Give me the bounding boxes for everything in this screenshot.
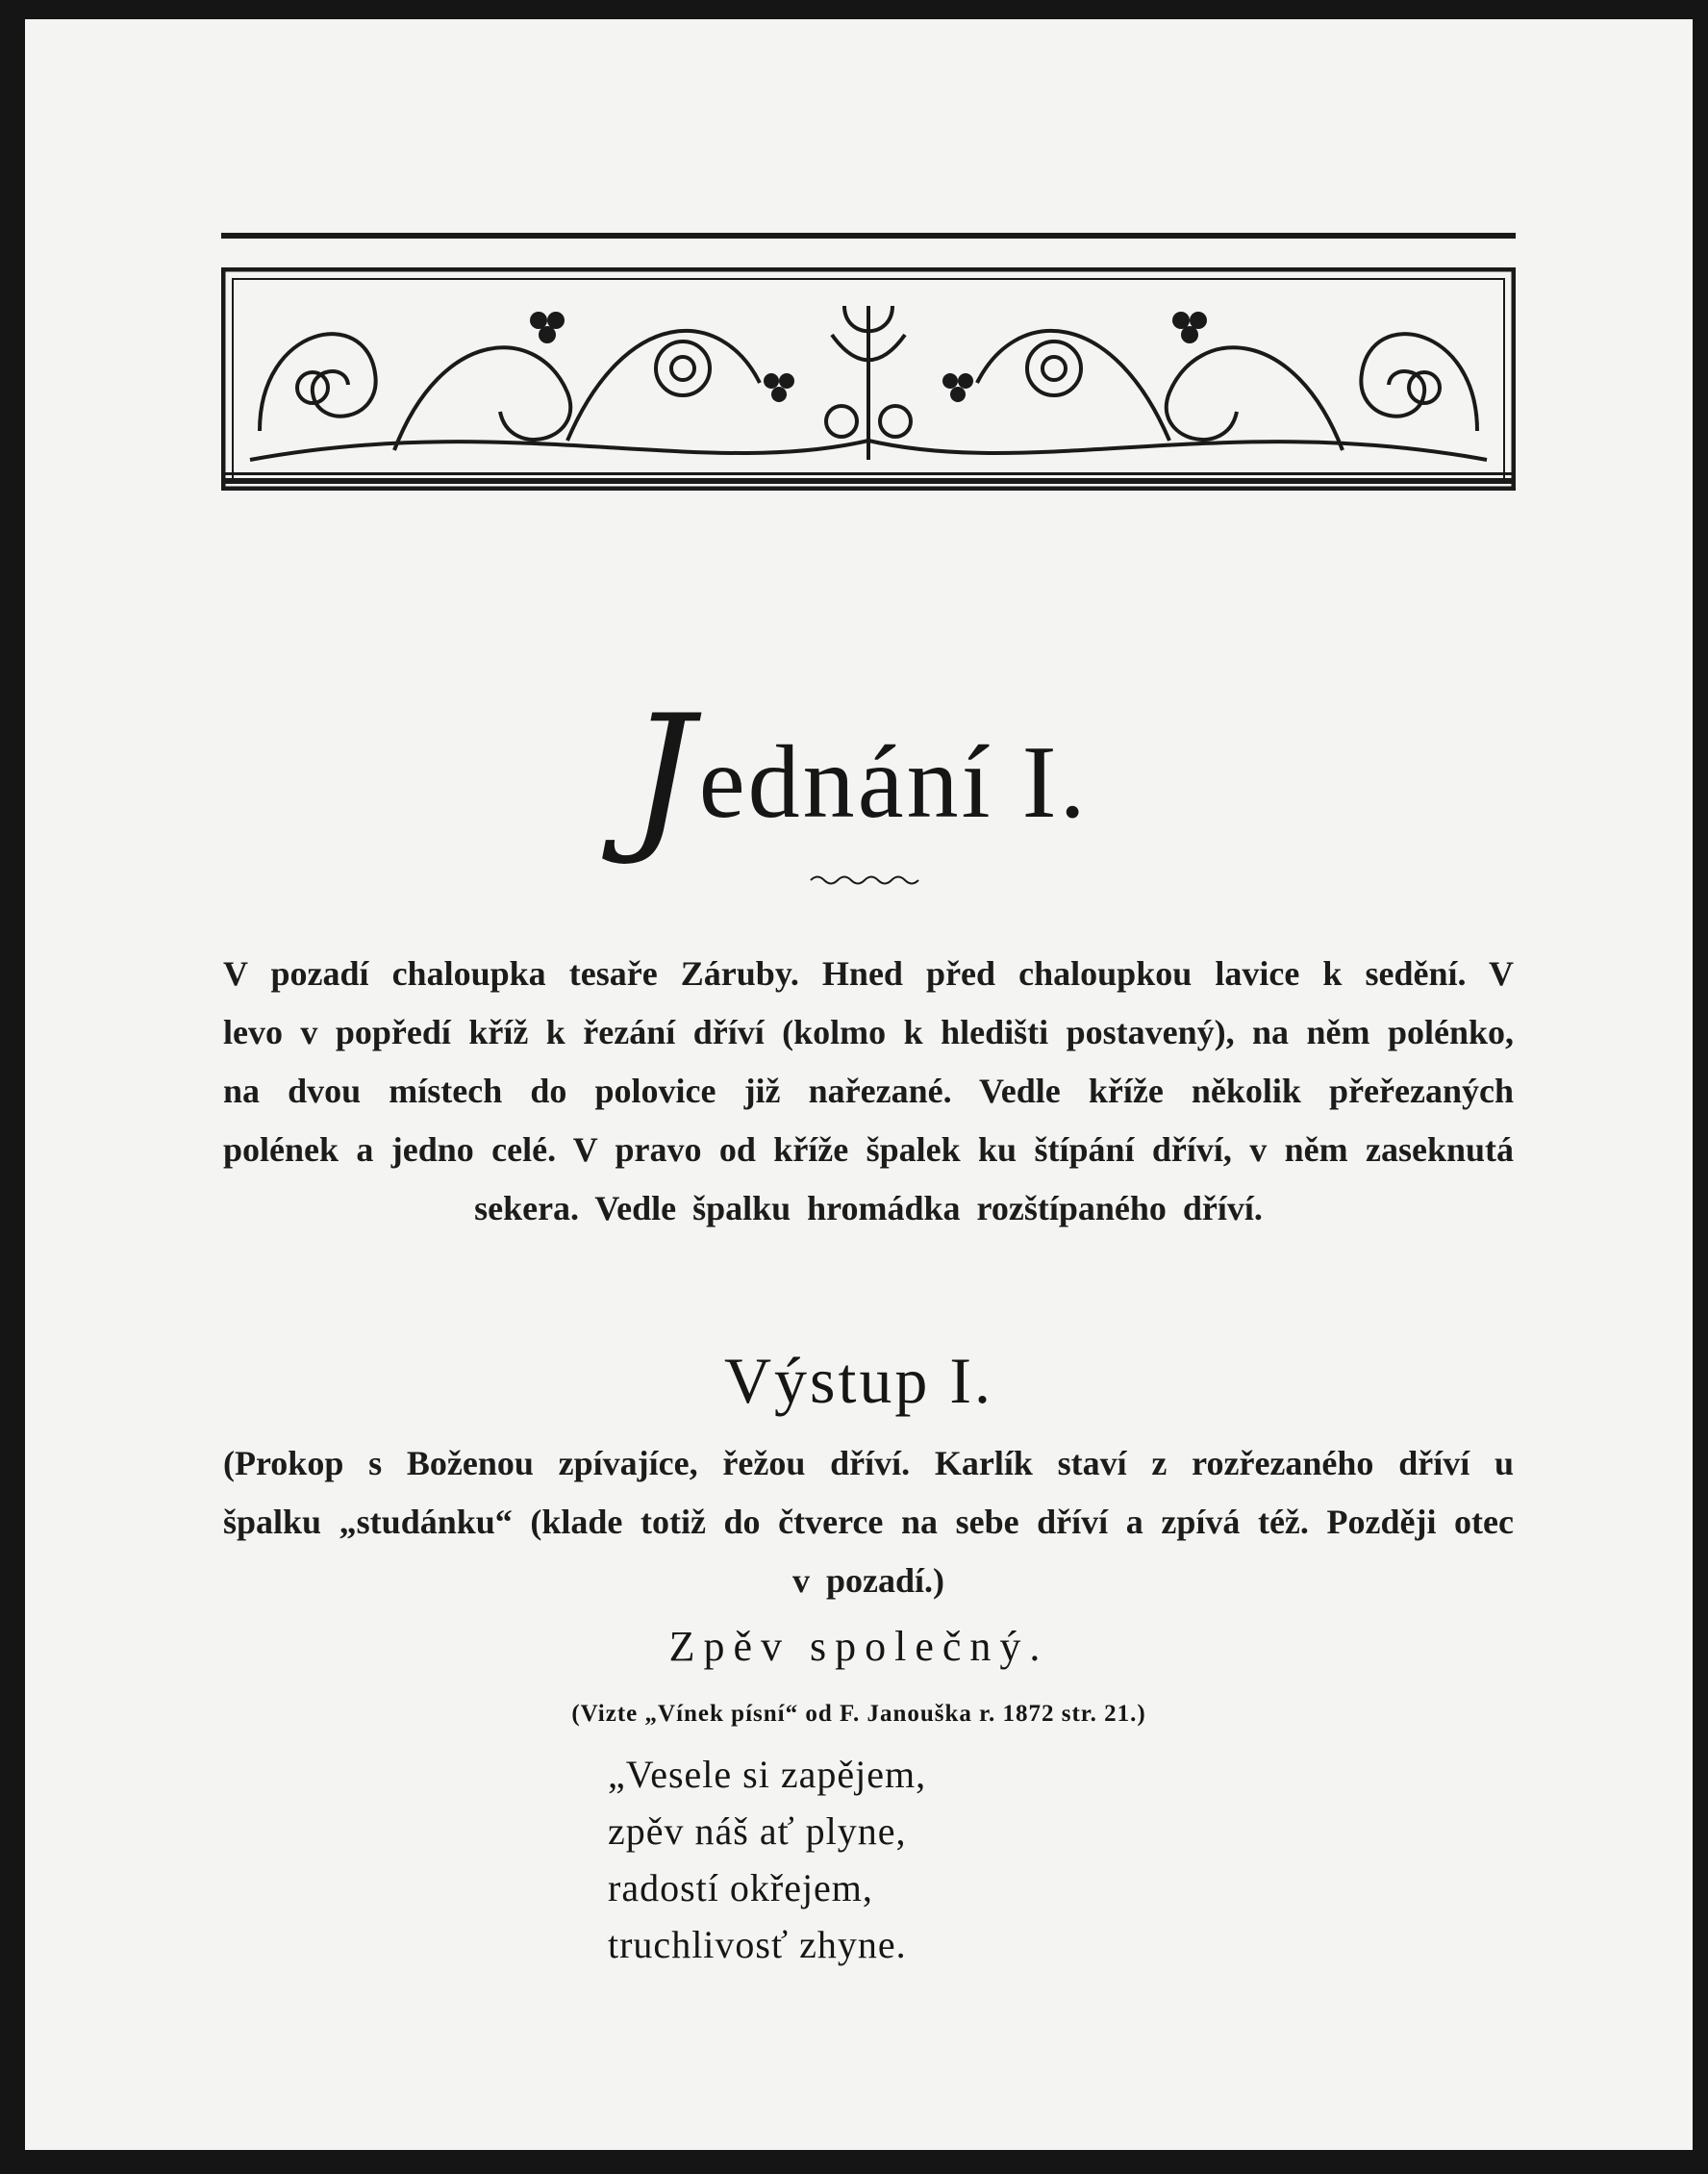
song-reference: (Vizte „Vínek písní“ od F. Janouška r. 1872 str. 21.) — [571, 1701, 1146, 1727]
verse-line: „Vesele si zapějem, — [608, 1753, 927, 1796]
act-title-text: ednání I. — [698, 725, 1089, 840]
act-title-initial: J — [629, 680, 697, 869]
stage-direction-setting: V pozadí chaloupka tesaře Záruby. Hned před chaloupkou lavice k sedění. V levo v popředí kříž k řezání dříví (kolmo k hledišti postavený), na něm polénko, na dvou místech do polovice již nařezané. Vedle kříže několik přeřezaných polének a jedno celé. V pravo od kříže špalek ku štípání dříví, v něm zaseknutá sekera. Vedle špalku hromádka rozštípaného dříví. — [223, 954, 1514, 1227]
stage-direction-scene: (Prokop s Boženou zpívajíce, řežou dříví. Karlík staví z rozřezaného dříví u špalku „studánku“ (klade totiž do čtverce na sebe dříví a zpívá též. Později otec v pozadí.) — [223, 1444, 1514, 1600]
verse-line: radostí okřejem, — [608, 1866, 873, 1909]
verse-line: zpěv náš ať plyne, — [608, 1809, 907, 1853]
scene-title: Výstup I. — [723, 1344, 994, 1417]
song-verse — [608, 1746, 926, 1973]
book-page — [25, 19, 1693, 2150]
header-rule-inner — [221, 472, 1516, 475]
header-rule-top — [221, 233, 1516, 239]
act-title — [25, 680, 1693, 869]
title-squiggle-icon — [809, 873, 924, 887]
floral-scroll-ornament-icon — [221, 267, 1516, 491]
song-title: Zpěv společný. — [668, 1623, 1049, 1670]
header-rule-bottom — [221, 478, 1516, 484]
verse-line: truchlivosť zhyne. — [608, 1923, 907, 1966]
